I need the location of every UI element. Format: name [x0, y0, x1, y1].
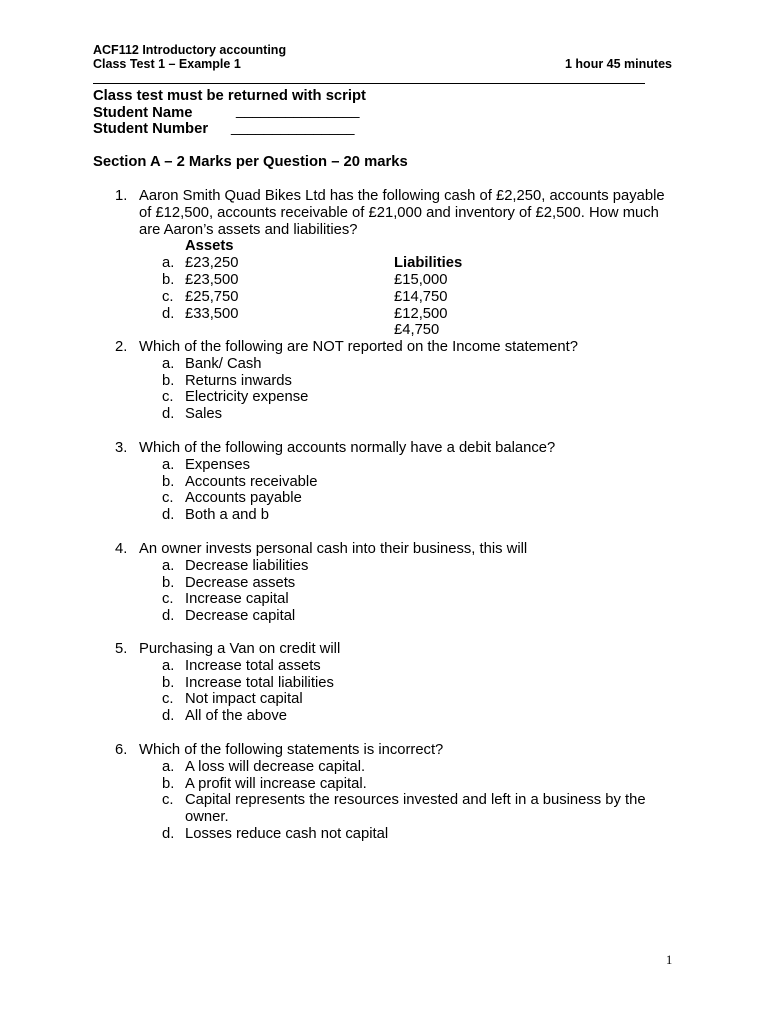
question-4	[93, 541, 693, 625]
header-divider	[93, 83, 645, 84]
option-c	[162, 591, 693, 608]
question-text: Which of the following are NOT reported on the Income statement?	[139, 339, 578, 355]
question-6	[93, 742, 693, 843]
option-d	[162, 507, 693, 524]
option-letter: b.	[162, 271, 175, 288]
option-letter: d.	[162, 406, 175, 423]
question-number: 6.	[115, 742, 128, 758]
option-text: Bank/ Cash	[185, 355, 262, 372]
option-text: Decrease liabilities	[185, 557, 309, 574]
option-text: All of the above	[185, 708, 288, 725]
liabilities-header: Liabilities	[394, 255, 463, 272]
test-title: Class Test 1 – Example 1	[93, 57, 241, 71]
option-letter: d.	[162, 305, 175, 322]
option-b	[162, 575, 693, 592]
option-d	[162, 406, 693, 423]
return-note: Class test must be returned with script	[93, 88, 366, 104]
test-duration: 1 hour 45 minutes	[565, 57, 672, 71]
question-number: 5.	[115, 641, 128, 657]
option-text: Accounts receivable	[185, 473, 318, 490]
option-text: Returns inwards	[185, 372, 292, 389]
option-letter: b.	[162, 372, 175, 389]
option-a	[162, 558, 693, 575]
question-5	[93, 641, 693, 725]
option-liabilities: £14,750	[394, 288, 448, 305]
option-text: Losses reduce cash not capital	[185, 825, 389, 842]
option-text: A loss will decrease capital.	[185, 758, 366, 775]
question-text: An owner invests personal cash into their business, this will	[139, 541, 528, 557]
option-a	[162, 356, 693, 373]
option-a	[162, 759, 693, 776]
question-number: 2.	[115, 339, 128, 355]
course-title: ACF112 Introductory accounting	[93, 43, 287, 57]
option-text: Decrease assets	[185, 574, 296, 591]
question-text: Which of the following accounts normally have a debit balance?	[139, 440, 556, 456]
question-number: 4.	[115, 541, 128, 557]
option-c	[162, 792, 693, 826]
question-text: Which of the following statements is incorrect?	[139, 742, 444, 758]
option-letter: a.	[162, 255, 175, 272]
option-c	[162, 490, 693, 507]
option-c	[162, 389, 693, 406]
option-assets: £23,250	[185, 255, 239, 272]
option-liabilities: £15,000	[394, 271, 448, 288]
student-name-label: Student Name	[93, 105, 193, 121]
option-a	[162, 457, 693, 474]
option-letter: c.	[162, 792, 174, 809]
option-letter: a.	[162, 657, 175, 674]
option-letter: c.	[162, 691, 174, 708]
question-1	[93, 188, 693, 339]
option-liabilities: £4,750	[394, 322, 440, 339]
option-text: Capital represents the resources invested and left in a business by the owner.	[185, 792, 646, 826]
option-a	[162, 658, 693, 675]
option-letter: b.	[162, 674, 175, 691]
option-letter: b.	[162, 574, 175, 591]
option-text: Not impact capital	[185, 691, 303, 708]
option-letter: a.	[162, 758, 175, 775]
option-d	[162, 826, 693, 843]
assets-header: Assets	[185, 238, 234, 255]
option-letter: a.	[162, 355, 175, 372]
option-text: Decrease capital	[185, 608, 296, 625]
option-text: Increase total assets	[185, 657, 321, 674]
student-number-label: Student Number	[93, 121, 209, 137]
option-letter: a.	[162, 456, 175, 473]
option-letter: b.	[162, 473, 175, 490]
option-d	[162, 708, 693, 725]
section-title: Section A – 2 Marks per Question – 20 marks	[93, 154, 408, 170]
option-assets: £33,500	[185, 305, 239, 322]
option-c	[162, 691, 693, 708]
option-text: Increase total liabilities	[185, 674, 334, 691]
option-text: Sales	[185, 406, 223, 423]
option-text: Expenses	[185, 456, 250, 473]
question-text: Aaron Smith Quad Bikes Ltd has the following cash of £2,250, accounts payable of £12,500, accounts receivable of £21,000 and inventory of £2,500. How much are Aaron’s assets and liabilities?	[139, 188, 665, 238]
option-b	[162, 474, 693, 491]
option-d	[162, 608, 693, 625]
option-d	[162, 305, 693, 339]
option-liabilities: £12,500	[394, 305, 448, 322]
option-text: Accounts payable	[185, 490, 302, 507]
question-number: 1.	[115, 188, 128, 204]
option-letter: d.	[162, 507, 175, 524]
option-letter: c.	[162, 288, 174, 305]
option-b	[162, 776, 693, 793]
option-letter: c.	[162, 490, 174, 507]
option-text: Both a and b	[185, 507, 269, 524]
question-3	[93, 440, 693, 524]
option-assets: £23,500	[185, 271, 239, 288]
option-letter: d.	[162, 825, 175, 842]
option-letter: a.	[162, 557, 175, 574]
page-number: 1	[666, 953, 673, 967]
option-b	[162, 675, 693, 692]
option-letter: d.	[162, 608, 175, 625]
option-text: A profit will increase capital.	[185, 775, 367, 792]
option-letter: d.	[162, 708, 175, 725]
student-number-blank: _______________	[231, 120, 355, 136]
student-name-blank: _______________	[236, 103, 360, 119]
question-2	[93, 339, 693, 423]
question-text: Purchasing a Van on credit will	[139, 641, 341, 657]
option-letter: c.	[162, 389, 174, 406]
option-b	[162, 373, 693, 390]
question-number: 3.	[115, 440, 128, 456]
option-letter: b.	[162, 775, 175, 792]
option-letter: c.	[162, 591, 174, 608]
option-assets: £25,750	[185, 288, 239, 305]
option-text: Increase capital	[185, 591, 289, 608]
option-text: Electricity expense	[185, 389, 309, 406]
